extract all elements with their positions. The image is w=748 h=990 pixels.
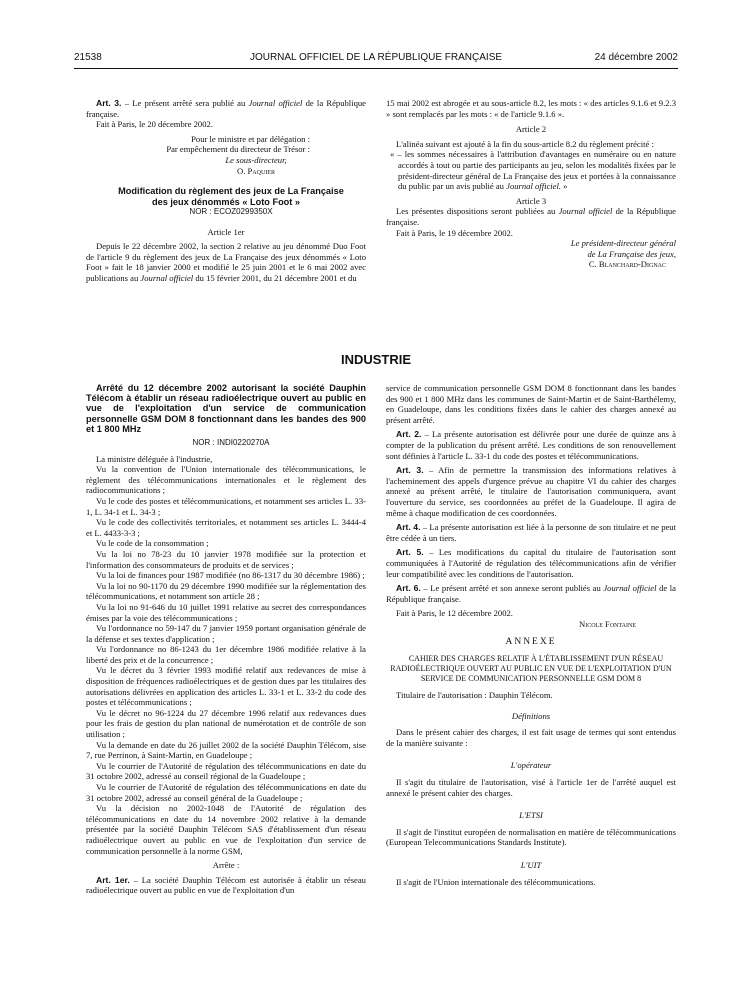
signature-line: Pour le ministre et par délégation : <box>191 133 310 144</box>
visa-paragraph: Vu le courrier de l'Autorité de régulation des télécommunications en date du 31 octobre 2002, adressé au conseil général de la Guadeloupe ; <box>86 782 366 803</box>
article-2: Art. 2. – La présente autorisation est délivrée pour une durée de quinze ans à compter de la publication du présent arrêté. Les conditions de son renouvellement sont définies à l'article L. 33-1 du code des postes et télécommunications. <box>386 429 676 461</box>
visa-paragraph: Vu l'ordonnance no 59-147 du 7 janvier 1959 portant organisation générale de la défense et ses textes d'application ; <box>86 623 366 644</box>
etsi-heading: L'ETSI <box>519 810 543 821</box>
decree-title: Modification du règlement des jeux de La Française des jeux dénommés « Loto Foot » <box>118 186 344 207</box>
issue-date: 24 décembre 2002 <box>594 52 678 63</box>
continued-text: service de communication personnelle GSM DOM 8 fonctionnant dans les bandes des 900 et 1 800 MHz dans les communes de Saint-Martin et de Saint-Barthélemy, en Guadeloupe, dans les conditions fixées dans le cahier des charges annexé au présent arrêté. <box>386 383 676 425</box>
article-3: Art. 3. – Afin de permettre la transmission des informations relatives à l'acheminement des appels d'urgence prévue au chapitre VI du cahier des charges annexé au présent arrêté, le titulaire de l'autorisation communiquera, avant l'ouverture du service, ses coordonnées au préfet de la Guadeloupe. Il agira de même à chaque modification de ces coordonnées. <box>386 465 676 518</box>
article-text: L'alinéa suivant est ajouté à la fin du sous-article 8.2 du règlement précité : <box>396 138 654 149</box>
titulaire-line: Titulaire de l'autorisation : Dauphin Télécom. <box>396 690 553 701</box>
signature-line: Par empêchement du directeur de Trésor : <box>166 144 310 155</box>
section-title: INDUSTRIE <box>340 352 412 367</box>
visa-paragraph: Vu le code de la consommation ; <box>96 538 209 549</box>
header-rule <box>74 68 678 69</box>
signatory-name: Nicole Fontaine <box>579 618 636 629</box>
fait-a-paris: Fait à Paris, le 12 décembre 2002. <box>396 608 513 619</box>
visa-paragraph: Vu la demande en date du 26 juillet 2002 de la société Dauphin Télécom, sise 7, rue Perrinon, à Saint-Martin, en Guadeloupe ; <box>86 739 366 761</box>
visa-paragraph: Vu l'ordonnance no 86-1243 du 1er décembre 1986 modifiée relative à la liberté des prix et de la concurrence ; <box>86 644 366 665</box>
signatory-name: C. Blanchard-Dignac <box>588 259 666 270</box>
annexe-heading: ANNEXE <box>505 637 557 648</box>
visa-paragraph: Vu le code des collectivités territoriales, et notamment ses articles L. 3444-4 et L. 4433-3-3 ; <box>86 517 366 538</box>
uit-text: Il s'agit de l'Union internationale des télécommunications. <box>396 876 596 887</box>
article-text: Depuis le 22 décembre 2002, la section 2 relative au jeu dénommé Duo Foot de l'article 9 du règlement des jeux de La Française des jeux dénommés « Loto Foot » fait le 18 janvier 2000 et modifié le 25 juin 2001 et le 6 mai 2002 avec publications au Journal officiel du 15 février 2001, du 21 décembre 2001 et du <box>86 241 366 283</box>
visa-paragraph: Vu le décret no 96-1224 du 27 décembre 1996 relatif aux redevances dues pour les frais de gestion du plan national de numérotation et de contrôle de son utilisation ; <box>86 707 366 740</box>
definitions-heading: Définitions <box>511 710 551 721</box>
page-number: 21538 <box>74 52 102 63</box>
visa-paragraph: Vu la loi no 91-646 du 10 juillet 1991 relative au secret des correspondances émises par la voie des télécommunications ; <box>86 601 366 623</box>
quoted-text: « – les sommes nécessaires à l'attribution d'avantages en numéraire ou en nature accordés à tout ou partie des participants au jeu, selon les modalités fixées par le président-directeur général de La Française des jeux et portées à la connaissance du public par un avis publié au Journal officiel. » <box>390 149 676 192</box>
nor-reference: NOR : INDI0220270A <box>192 438 270 448</box>
visa-paragraph: Vu la loi no 90-1170 du 29 décembre 1990 modifiée sur la réglementation des télécommunications, et notamment son article 28 ; <box>86 580 366 602</box>
article-heading: Article 3 <box>515 195 547 206</box>
visa-paragraph: Vu la loi no 78-23 du 10 janvier 1978 modifiée sur la protection et l'information des consommateurs de produits et de services ; <box>86 548 366 570</box>
fait-a-paris: Fait à Paris, le 20 décembre 2002. <box>96 119 213 130</box>
article-heading: Article 1er <box>207 226 245 237</box>
visa-paragraph: La ministre déléguée à l'industrie, <box>96 453 213 464</box>
article-1: Art. 1er. – La société Dauphin Télécom est autorisée à établir un réseau radioélectrique ouvert au public en vue de l'exploitation d'un <box>86 874 366 896</box>
definitions-text: Dans le présent cahier des charges, il est fait usage de termes qui sont entendus de la manière suivante : <box>386 727 676 748</box>
visa-paragraph: Vu le décret du 3 février 1993 modifié relatif aux redevances de mise à disposition de fréquences radioélectriques et de gestion dues par les titulaires des autorisations délivrées en application des articles L. 33-1 et L. 33-2 du code des postes et télécommunications ; <box>86 665 366 708</box>
art3-paragraph: Art. 3. – Le présent arrêté sera publié au Journal officiel de la République française. <box>86 98 366 119</box>
signature-title: de La Française des jeux, <box>587 248 676 259</box>
visa-paragraph: Vu le code des postes et télécommunications, et notamment ses articles L. 33-1, L. 34-1 et L. 34-3 ; <box>86 495 366 517</box>
fait-a-paris: Fait à Paris, le 19 décembre 2002. <box>396 227 513 238</box>
signature-title: Le président-directeur général <box>570 238 676 249</box>
bottom-right-column <box>386 383 676 887</box>
visa-paragraph: Vu la loi de finances pour 1987 modifiée (no 86-1317 du 30 décembre 1986) ; <box>96 570 365 581</box>
continued-text: 15 mai 2002 est abrogée et au sous-article 8.2, les mots : « des articles 9.1.6 et 9.2.3 » sont remplacés par les mots : « de l'article 9.1.6 ». <box>386 98 676 119</box>
visa-paragraph: Vu la convention de l'Union internationale des télécommunications, le règlement des télécommunications internationales et le règlement des radiocommunications ; <box>86 464 366 496</box>
nor-reference: NOR : ECOZ0299350X <box>189 206 273 216</box>
article-heading: Article 2 <box>515 124 547 135</box>
visa-paragraph: Vu le courrier de l'Autorité de régulation des télécommunications en date du 31 octobre 2002, adressé au conseil régional de la Guadeloupe ; <box>86 760 366 782</box>
signature-title: Le sous-directeur, <box>225 154 287 165</box>
top-right-column <box>386 98 676 270</box>
decree-title: Arrêté du 12 décembre 2002 autorisant la société Dauphin Télécom à établir un réseau radioélectrique ouvert au public en vue de l'exploitation d'un service de communication personnelle GSM DOM 8 fonctionnant dans les bandes des 900 et 1 800 MHz <box>86 383 366 434</box>
article-6: Art. 6. – Le présent arrêté et son annexe seront publiés au Journal officiel de la République française. <box>386 583 676 604</box>
operateur-heading: L'opérateur <box>510 760 552 771</box>
article-5: Art. 5. – Les modifications du capital du titulaire de l'autorisation sont communiquées à l'Autorité de régulation des télécommunications afin de vérifier leur compatibilité avec les conditions de l'autorisation. <box>386 547 676 579</box>
uit-heading: L'UIT <box>520 860 542 870</box>
article-4: Art. 4. – La présente autorisation est liée à la personne de son titulaire et ne peut être cédée à un tiers. <box>386 522 676 543</box>
article-text: Les présentes dispositions seront publiées au Journal officiel de la République française. <box>386 206 676 227</box>
signatory-name: O. Paquier <box>237 165 275 176</box>
page-header <box>74 52 678 66</box>
visa-paragraph: Vu la décision no 2002-1048 de l'Autorité de régulation des télécommunications en date du 14 novembre 2002 relative à la demande présentée par la société Dauphin Télécom SAS d'établissement d'un réseau radioélectrique ouvert au public en vue de l'exploitation d'un service de communication personnelle à la norme GSM, <box>86 803 366 856</box>
cahier-title: CAHIER DES CHARGES RELATIF À L'ÉTABLISSEMENT D'UN RÉSEAU RADIOÉLECTRIQUE OUVERT AU PUBLIC EN VUE DE L'EXPLOITATION D'UN SERVICE DE COMMUNICATION PERSONNELLE GSM DOM 8 <box>390 654 672 684</box>
journal-title: JOURNAL OFFICIEL DE LA RÉPUBLIQUE FRANÇAISE <box>249 52 503 63</box>
top-left-column <box>86 98 366 284</box>
etsi-text: Il s'agit de l'institut européen de normalisation en matière de télécommunications (European Telecommunications Standards Institute). <box>386 826 676 848</box>
operateur-text: Il s'agit du titulaire de l'autorisation, visé à l'article 1er de l'arrêté auquel est annexé le présent cahier des charges. <box>386 777 676 798</box>
arrete-heading: Arrête : <box>212 860 240 871</box>
bottom-left-column <box>86 383 366 896</box>
